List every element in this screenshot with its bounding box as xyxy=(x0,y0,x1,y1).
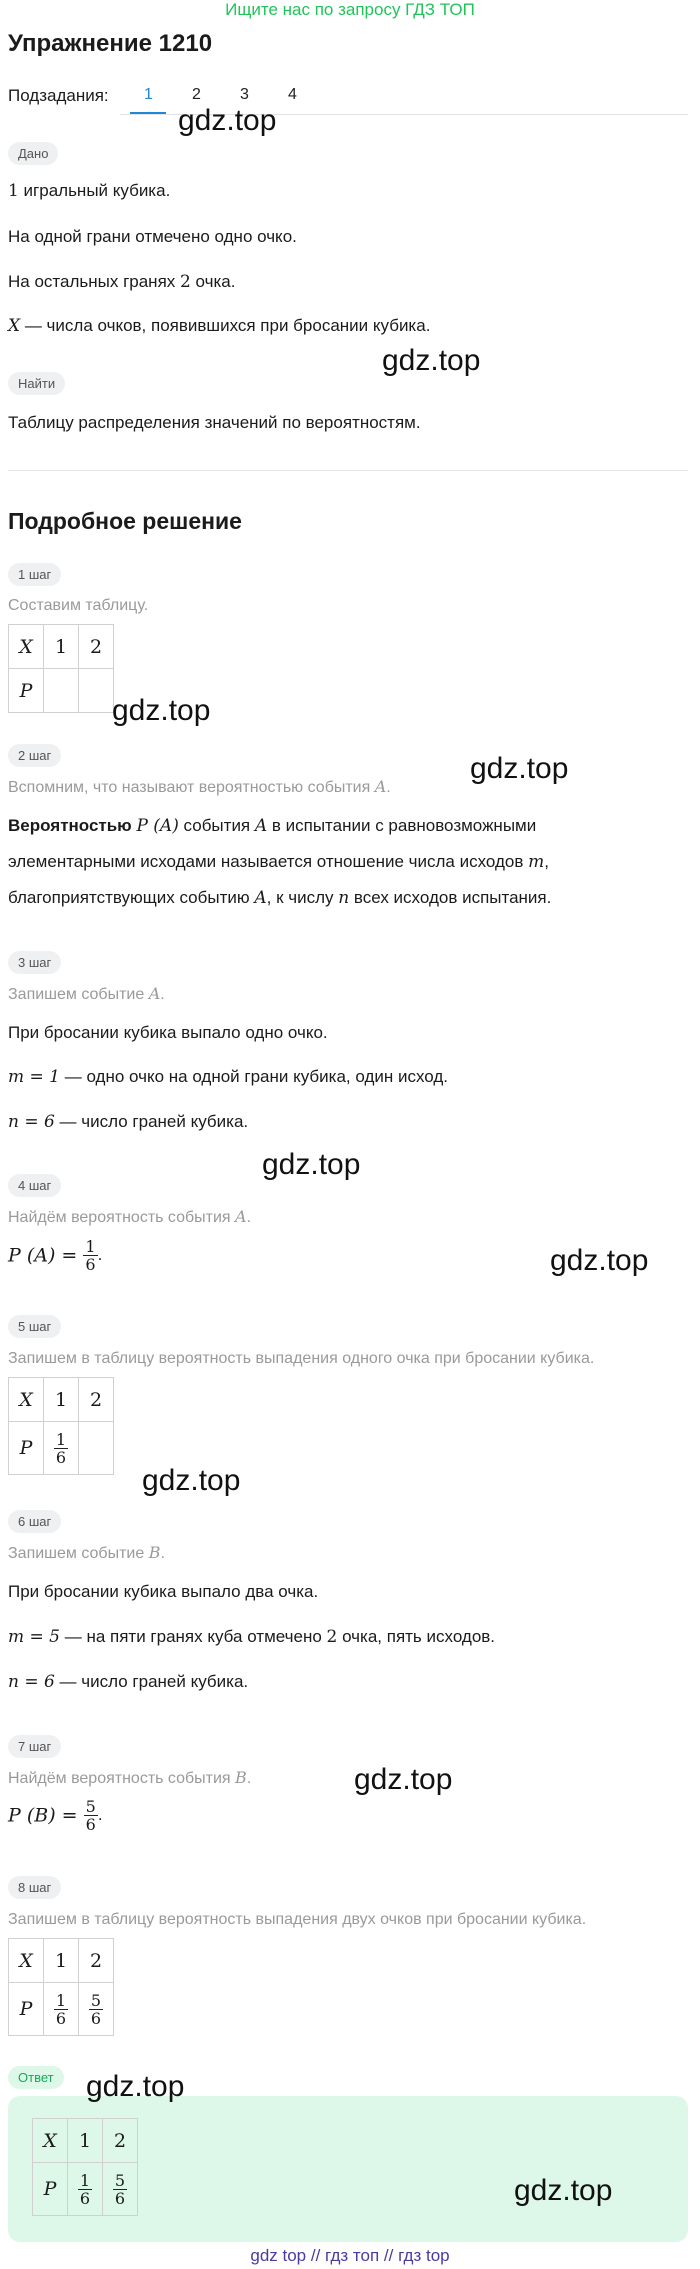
given-line-1: 1 игральный кубика. xyxy=(8,181,171,201)
step-3-line-1: При бросании кубика выпало одно очко. xyxy=(8,1023,328,1042)
table-cell xyxy=(79,1422,114,1475)
footer-separator: // xyxy=(383,2246,394,2265)
footer-separator: // xyxy=(310,2246,321,2265)
step-3-line-2: m = 1 — одно очко на одной грани кубика, один исход. xyxy=(8,1067,449,1087)
step-3-text: Запишем событие A. xyxy=(8,984,165,1003)
subtask-tab-3[interactable]: 3 xyxy=(240,86,249,103)
footer-link-gdz-top-mixed[interactable]: гдз top xyxy=(398,2246,450,2265)
table-x-label: X xyxy=(9,1939,44,1983)
solution-title: Подробное решение xyxy=(8,508,242,534)
page-title: Упражнение 1210 xyxy=(8,30,213,57)
answer-badge: Ответ xyxy=(8,2066,64,2089)
table-p-label: P xyxy=(9,1422,44,1475)
step-4-formula: P (A) = $\frac{1}{6}$ . xyxy=(8,1237,103,1274)
step-7-text: Найдём вероятность события B. xyxy=(8,1768,252,1787)
watermark: gdz.top xyxy=(514,2174,613,2207)
step-1-badge: 1 шаг xyxy=(8,563,61,586)
table-x-1: 1 xyxy=(44,625,79,669)
watermark: gdz.top xyxy=(178,104,277,137)
watermark: gdz.top xyxy=(354,1763,453,1796)
watermark: gdz.top xyxy=(112,694,211,727)
definition-line-2: элементарными исходами называется отношение числа исходов m, xyxy=(8,852,549,872)
step-7-badge: 7 шаг xyxy=(8,1735,61,1758)
watermark: gdz.top xyxy=(86,2070,185,2103)
watermark: gdz.top xyxy=(550,1244,649,1277)
watermark: gdz.top xyxy=(262,1148,361,1181)
given-line-4: X — числа очков, появившихся при бросании кубика. xyxy=(8,316,431,336)
subtask-tab-1[interactable]: 1 xyxy=(144,86,153,103)
find-text: Таблицу распределения значений по вероятностям. xyxy=(8,413,421,432)
definition-line-1: Вероятностью P (A) события A в испытании с равновозможными xyxy=(8,816,537,836)
subtask-tab-4[interactable]: 4 xyxy=(288,86,297,103)
table-x-1: 1 xyxy=(44,1378,79,1422)
step-5-text: Запишем в таблицу вероятность выпадения одного очка при бросании кубика. xyxy=(8,1350,595,1367)
step-6-line-2: m = 5 — на пяти гранях куба отмечено 2 очка, пять исходов. xyxy=(8,1627,496,1647)
given-badge: Дано xyxy=(8,142,58,165)
step-2-text: Вспомним, что называют вероятностью события A. xyxy=(8,777,391,796)
step-6-text: Запишем событие B. xyxy=(8,1543,165,1562)
table-p-label: P xyxy=(9,669,44,713)
step-2-badge: 2 шаг xyxy=(8,744,61,767)
table-p-1: $\frac{1}{6}$ xyxy=(44,1983,79,2036)
table-cell xyxy=(79,669,114,713)
given-line-3: На остальных гранях 2 очка. xyxy=(8,272,236,292)
footer-link-gdz-top-ru[interactable]: гдз топ xyxy=(325,2246,380,2265)
step-6-badge: 6 шаг xyxy=(8,1510,61,1533)
table-x-label: X xyxy=(33,2119,68,2163)
step-4-badge: 4 шаг xyxy=(8,1174,61,1197)
step-8-table xyxy=(8,1938,114,2036)
watermark: gdz.top xyxy=(142,1464,241,1497)
table-x-2: 2 xyxy=(79,1939,114,1983)
table-cell xyxy=(44,669,79,713)
table-p-1: $\frac{1}{6}$ xyxy=(44,1422,79,1475)
step-6-line-3: n = 6 — число граней кубика. xyxy=(8,1672,249,1692)
subtask-tab-2[interactable]: 2 xyxy=(192,86,201,103)
step-1-text: Составим таблицу. xyxy=(8,597,149,614)
table-x-1: 1 xyxy=(68,2119,103,2163)
active-tab-indicator xyxy=(130,112,166,114)
subtasks-label: Подзадания: xyxy=(8,86,109,105)
step-7-formula: P (B) = $\frac{5}{6}$ . xyxy=(8,1797,103,1834)
step-6-line-1: При бросании кубика выпало два очка. xyxy=(8,1582,319,1601)
watermark: gdz.top xyxy=(470,752,569,785)
step-8-text: Запишем в таблицу вероятность выпадения двух очков при бросании кубика. xyxy=(8,1911,587,1928)
step-3-badge: 3 шаг xyxy=(8,951,61,974)
find-badge: Найти xyxy=(8,372,65,395)
table-p-1: $\frac{1}{6}$ xyxy=(68,2163,103,2216)
step-5-badge: 5 шаг xyxy=(8,1315,61,1338)
section-divider xyxy=(8,470,688,471)
table-x-label: X xyxy=(9,625,44,669)
table-p-label: P xyxy=(9,1983,44,2036)
table-p-label: P xyxy=(33,2163,68,2216)
table-p-2: $\frac{5}{6}$ xyxy=(79,1983,114,2036)
given-line-2: На одной грани отмечено одно очко. xyxy=(8,227,297,246)
table-x-2: 2 xyxy=(103,2119,138,2163)
table-x-label: X xyxy=(9,1378,44,1422)
footer-link-gdz-top[interactable]: gdz top xyxy=(250,2246,307,2265)
step-5-table xyxy=(8,1377,114,1475)
step-4-text: Найдём вероятность события A. xyxy=(8,1207,252,1226)
table-x-2: 2 xyxy=(79,1378,114,1422)
table-x-1: 1 xyxy=(44,1939,79,1983)
search-banner: Ищите нас по запросу ГДЗ ТОП xyxy=(225,0,475,19)
definition-line-3: благоприятствующих событию A, к числу n всех исходов испытания. xyxy=(8,888,552,908)
step-8-badge: 8 шаг xyxy=(8,1876,61,1899)
footer-links xyxy=(0,2246,700,2266)
answer-table xyxy=(32,2118,138,2216)
step-1-table xyxy=(8,624,114,713)
table-x-2: 2 xyxy=(79,625,114,669)
watermark: gdz.top xyxy=(382,344,481,377)
step-3-line-3: n = 6 — число граней кубика. xyxy=(8,1112,249,1132)
table-p-2: $\frac{5}{6}$ xyxy=(103,2163,138,2216)
